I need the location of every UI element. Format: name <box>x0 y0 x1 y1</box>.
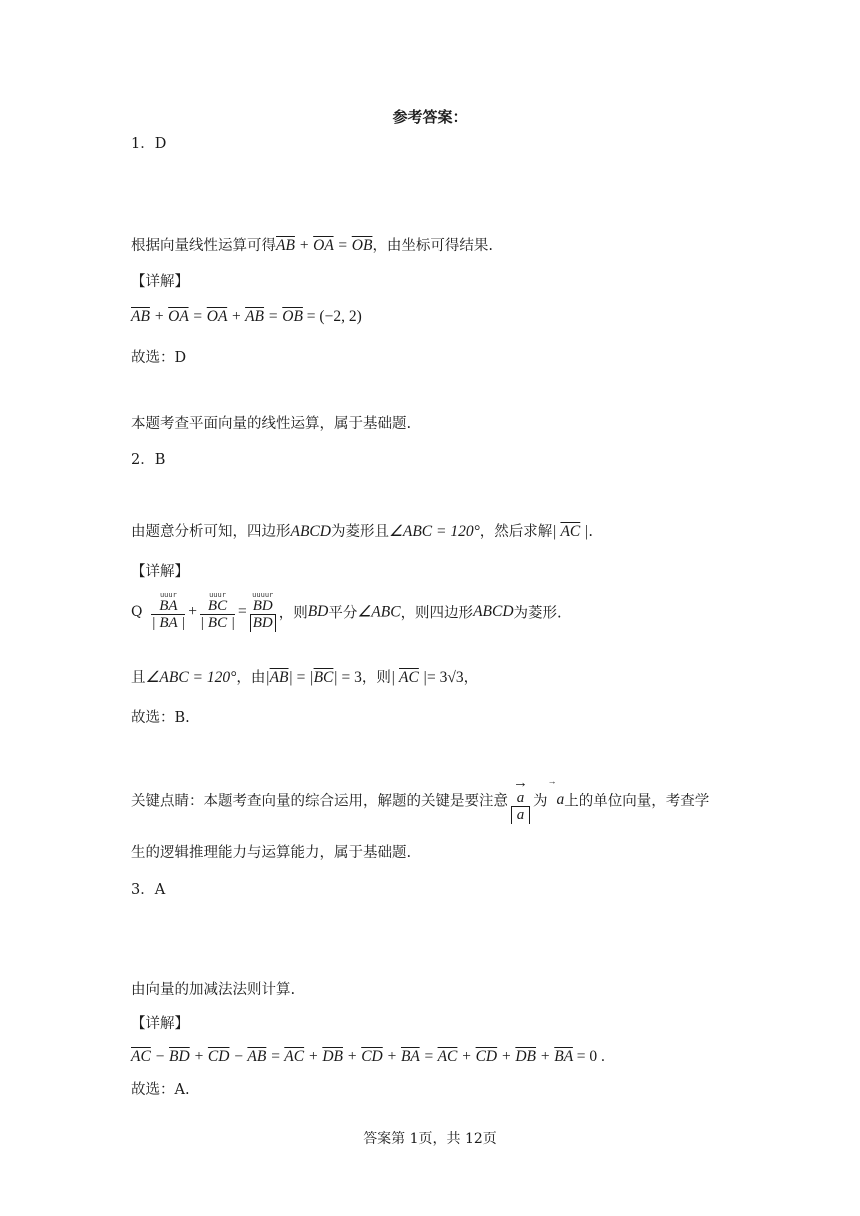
q2-analysis-mid: 为菱形且 <box>330 524 389 540</box>
q2-line2-ac: | $\overline{AC}$ |= 3√3 <box>390 669 464 686</box>
q2-keypoint-mid: 为 <box>533 793 548 810</box>
q2-analysis-post: ，然后求解 <box>479 524 553 540</box>
q3-detail-heading: 【详解】 <box>131 1016 189 1032</box>
q2-line2-end: ， <box>463 670 479 686</box>
q2-detail-angle: ∠ABC <box>357 603 401 621</box>
q2-detail-line2 <box>131 668 478 688</box>
q1-analysis <box>131 236 493 256</box>
q2-detail-post3: ，则四边形 <box>400 605 474 622</box>
page-footer: 答案第 1页，共 12页 <box>363 1131 497 1147</box>
q2-analysis-pre: 由题意分析可知，四边形 <box>131 524 291 540</box>
q2-analysis-end: . <box>588 524 593 540</box>
q2-keypoint-post: 上的单位向量，考查学 <box>564 793 710 810</box>
q2-keypoint-line2: 生的逻辑推理能力与运算能力，属于基础题. <box>131 845 412 861</box>
frac-bc-unit: uuur BC | BC | <box>200 591 235 631</box>
q2-line2-pre: 且 <box>131 670 146 686</box>
q2-detail-line1: Q uuur BA | BA | + uuur BC | BC | = uuuur BD BD ，则BD平分∠ABC，则四边形ABCD为菱形. <box>131 591 562 631</box>
q3-number: 3．A <box>131 882 166 898</box>
q1-detail-eq: $\overline{AB} + \overline{OA} = \overline{OA} + \overline{AB} = \overline{OB} = (-2$, 2) <box>131 308 362 325</box>
q2-detail-abcd: ABCD <box>473 603 514 620</box>
q2-line2-eq: $|\overline{AB}| = |\overline{BC}| = 3$ <box>265 669 362 686</box>
q2-detail-post1: ，则 <box>278 605 308 622</box>
q1-choice: 故选：D <box>131 350 187 366</box>
q1-comment: 本题考查平面向量的线性运算，属于基础题. <box>131 416 412 432</box>
q2-analysis-abcd: ABCD <box>290 523 331 540</box>
q2-keypoint-pre: 关键点睛：本题考查向量的综合运用，解题的关键是要注意 <box>131 793 508 810</box>
q1-detail-heading: 【详解】 <box>131 274 189 290</box>
q2-analysis-angle: ∠ABC = 120° <box>388 523 480 540</box>
q2-detail-post2: 平分 <box>328 605 358 622</box>
because-symbol: Q <box>131 604 143 620</box>
q2-detail-post4: 为菱形. <box>513 605 562 622</box>
q2-detail-bd: BD <box>307 603 329 620</box>
q2-detail-heading: 【详解】 <box>131 564 189 580</box>
q2-line2-mid: ，由 <box>236 670 266 686</box>
q1-number: 1．D <box>131 136 167 152</box>
frac-ba-unit: uuur BA | BA | <box>151 591 186 631</box>
q1-analysis-pre: 根据向量线性运算可得 <box>131 238 276 254</box>
q3-choice: 故选：A. <box>131 1082 190 1098</box>
q3-detail-eq: $\overline{AC} - \overline{BD} + \overline{CD} - \overline{AB} = \overline{AC} + \overline{DB} + \overline{CD} + \overline{BA} = \overline{AC} + \overline{CD} + \overline{DB} + \overline{BA} = 0$ . <box>131 1048 605 1065</box>
q2-keypoint <box>131 776 709 824</box>
frac-a-unit: → a a <box>513 775 528 823</box>
q2-choice: 故选：B. <box>131 710 190 726</box>
q2-number: 2．B <box>131 452 166 468</box>
q2-analysis <box>131 522 593 542</box>
q1-analysis-post: ，由坐标可得结果. <box>372 238 494 254</box>
page-title: 参考答案： <box>392 108 468 126</box>
q2-keypoint-vec-a: →a <box>547 776 565 808</box>
frac-bd-unit: uuuur BD BD <box>250 592 276 632</box>
q2-line2-mid2: ，则 <box>361 670 391 686</box>
q1-analysis-eq: $\overline{AB} + \overline{OA} = \overline{OB}$ <box>276 237 373 254</box>
q3-analysis: 由向量的加减法法则计算. <box>131 982 296 998</box>
q2-line2-angle: ∠ABC = 120° <box>145 669 237 686</box>
q2-analysis-ac: | $\overline{AC}$ | <box>552 523 589 540</box>
